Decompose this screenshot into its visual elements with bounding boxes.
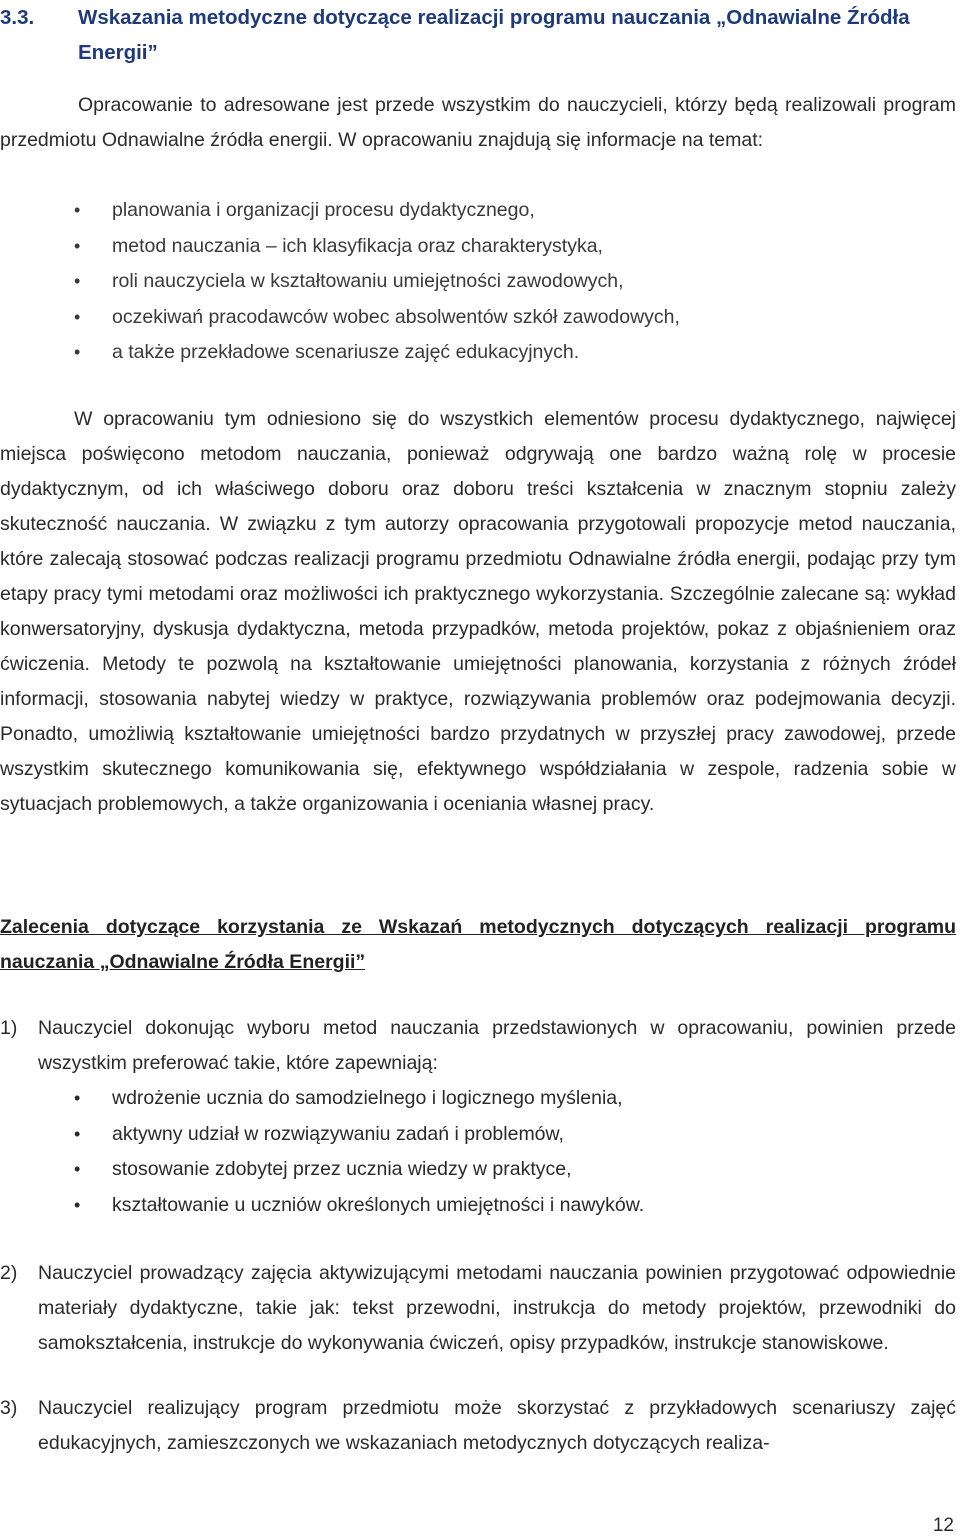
list-item: • aktywny udział w rozwiązywaniu zadań i problemów, — [38, 1117, 956, 1153]
bullet-icon: • — [74, 306, 81, 327]
list-item: • metod nauczania – ich klasyfikacja oraz charakterystyka, — [0, 229, 956, 265]
numbered-item — [0, 1391, 956, 1461]
bullet-icon: • — [74, 1123, 81, 1144]
item-text: Nauczyciel prowadzący zajęcia aktywizującymi metodami nauczania powinien przygotować odpowiednie materiały dydaktyczne, takie jak: tekst przewodni, instrukcja do metody projektów, przewodniki do samokształcenia, instrukcje do wykonywania ćwiczeń, opisy przypadków, instrukcje stanowiskowe. — [38, 1262, 956, 1354]
section-heading — [0, 0, 956, 70]
item-text: Nauczyciel realizujący program przedmiotu może skorzystać z przykładowych scenariuszy zajęć edukacyjnych, zamieszczonych we wskazaniach metodycznych dotyczących realiza- — [38, 1397, 956, 1454]
list-item: • kształtowanie u uczniów określonych umiejętności i nawyków. — [38, 1188, 956, 1224]
bullet-icon: • — [74, 271, 81, 291]
list-item: • stosowanie zdobytej przez ucznia wiedzy w praktyce, — [38, 1152, 956, 1188]
list-item: • wdrożenie ucznia do samodzielnego i logicznego myślenia, — [38, 1081, 956, 1117]
recommendations-heading: Zalecenia dotyczące korzystania ze Wskazań metodycznych dotyczących realizacji programu nauczania „Odnawialne Źródła Energii” — [0, 916, 956, 973]
list-item: • roli nauczyciela w kształtowaniu umiejętności zawodowych, — [0, 264, 956, 300]
numbered-item — [0, 1256, 956, 1361]
bullet-icon: • — [74, 1159, 81, 1179]
recommendation-2 — [0, 1256, 956, 1361]
recommendation-3 — [0, 1391, 956, 1461]
bullet-icon: • — [74, 235, 81, 256]
topics-list — [0, 193, 956, 371]
list-item: • oczekiwań pracodawców wobec absolwentów szkół zawodowych, — [0, 300, 956, 336]
bullet-icon: • — [74, 1194, 81, 1215]
item-number: 2) — [0, 1262, 18, 1284]
bullet-icon: • — [74, 200, 81, 220]
numbered-item — [0, 1011, 956, 1223]
item-number: 1) — [0, 1017, 18, 1039]
list-item: • a także przekładowe scenariusze zajęć edukacyjnych. — [0, 335, 956, 371]
item-text: Nauczyciel dokonując wyboru metod nauczania przedstawionych w opracowaniu, powinien przede wszystkim preferować takie, które zapewniają: — [38, 1017, 956, 1074]
list-item: • planowania i organizacji procesu dydaktycznego, — [0, 193, 956, 229]
requirements-list — [38, 1081, 956, 1223]
item-number: 3) — [0, 1397, 18, 1419]
page-number: 12 — [932, 1515, 954, 1536]
section-title: Wskazania metodyczne dotyczące realizacji programu nauczania „Odnawialne Źródła Energii” — [78, 6, 910, 64]
section-number: 3.3. — [0, 6, 35, 29]
bullet-icon: • — [74, 342, 81, 362]
recommendation-1 — [0, 1011, 956, 1223]
bullet-icon: • — [74, 1088, 81, 1108]
body-paragraph: W opracowaniu tym odniesiono się do wszystkich elementów procesu dydaktycznego, najwięcej miejsca poświęcono metodom nauczania, ponieważ odgrywają one bardzo ważną rolę w procesie dydaktycznym, od ich właściwego doboru oraz doboru treści kształcenia w znacznym stopniu zależy skuteczność nauczania. W związku z tym autorzy opracowania przygotowali propozycje metod nauczania, które zalecają stosować podczas realizacji programu przedmiotu Odnawialne źródła energii, podając przy tym etapy pracy tymi metodami oraz możliwości ich praktycznego wykorzystania. Szczególnie zalecane są: wykład konwersatoryjny, dyskusja dydaktyczna, metoda przypadków, metoda projektów, pokaz z objaśnieniem oraz ćwiczenia. Metody te pozwolą na kształtowanie umiejętności planowania, korzystania z różnych źródeł informacji, stosowania nabytej wiedzy w praktyce, rozwiązywania problemów oraz podejmowania decyzji. Ponadto, umożliwią kształtowanie umiejętności bardzo przydatnych w przyszłej pracy zawodowej, przede wszystkim skutecznego komunikowania się, efektywnego współdziałania w zespole, radzenia sobie w sytuacjach problemowych, a także organizowania i oceniania własnej pracy. — [0, 408, 956, 815]
intro-paragraph: Opracowanie to adresowane jest przede wszystkim do nauczycieli, którzy będą realizowali program przedmiotu Odnawialne źródła energii. W opracowaniu znajdują się informacje na temat: — [0, 94, 956, 151]
